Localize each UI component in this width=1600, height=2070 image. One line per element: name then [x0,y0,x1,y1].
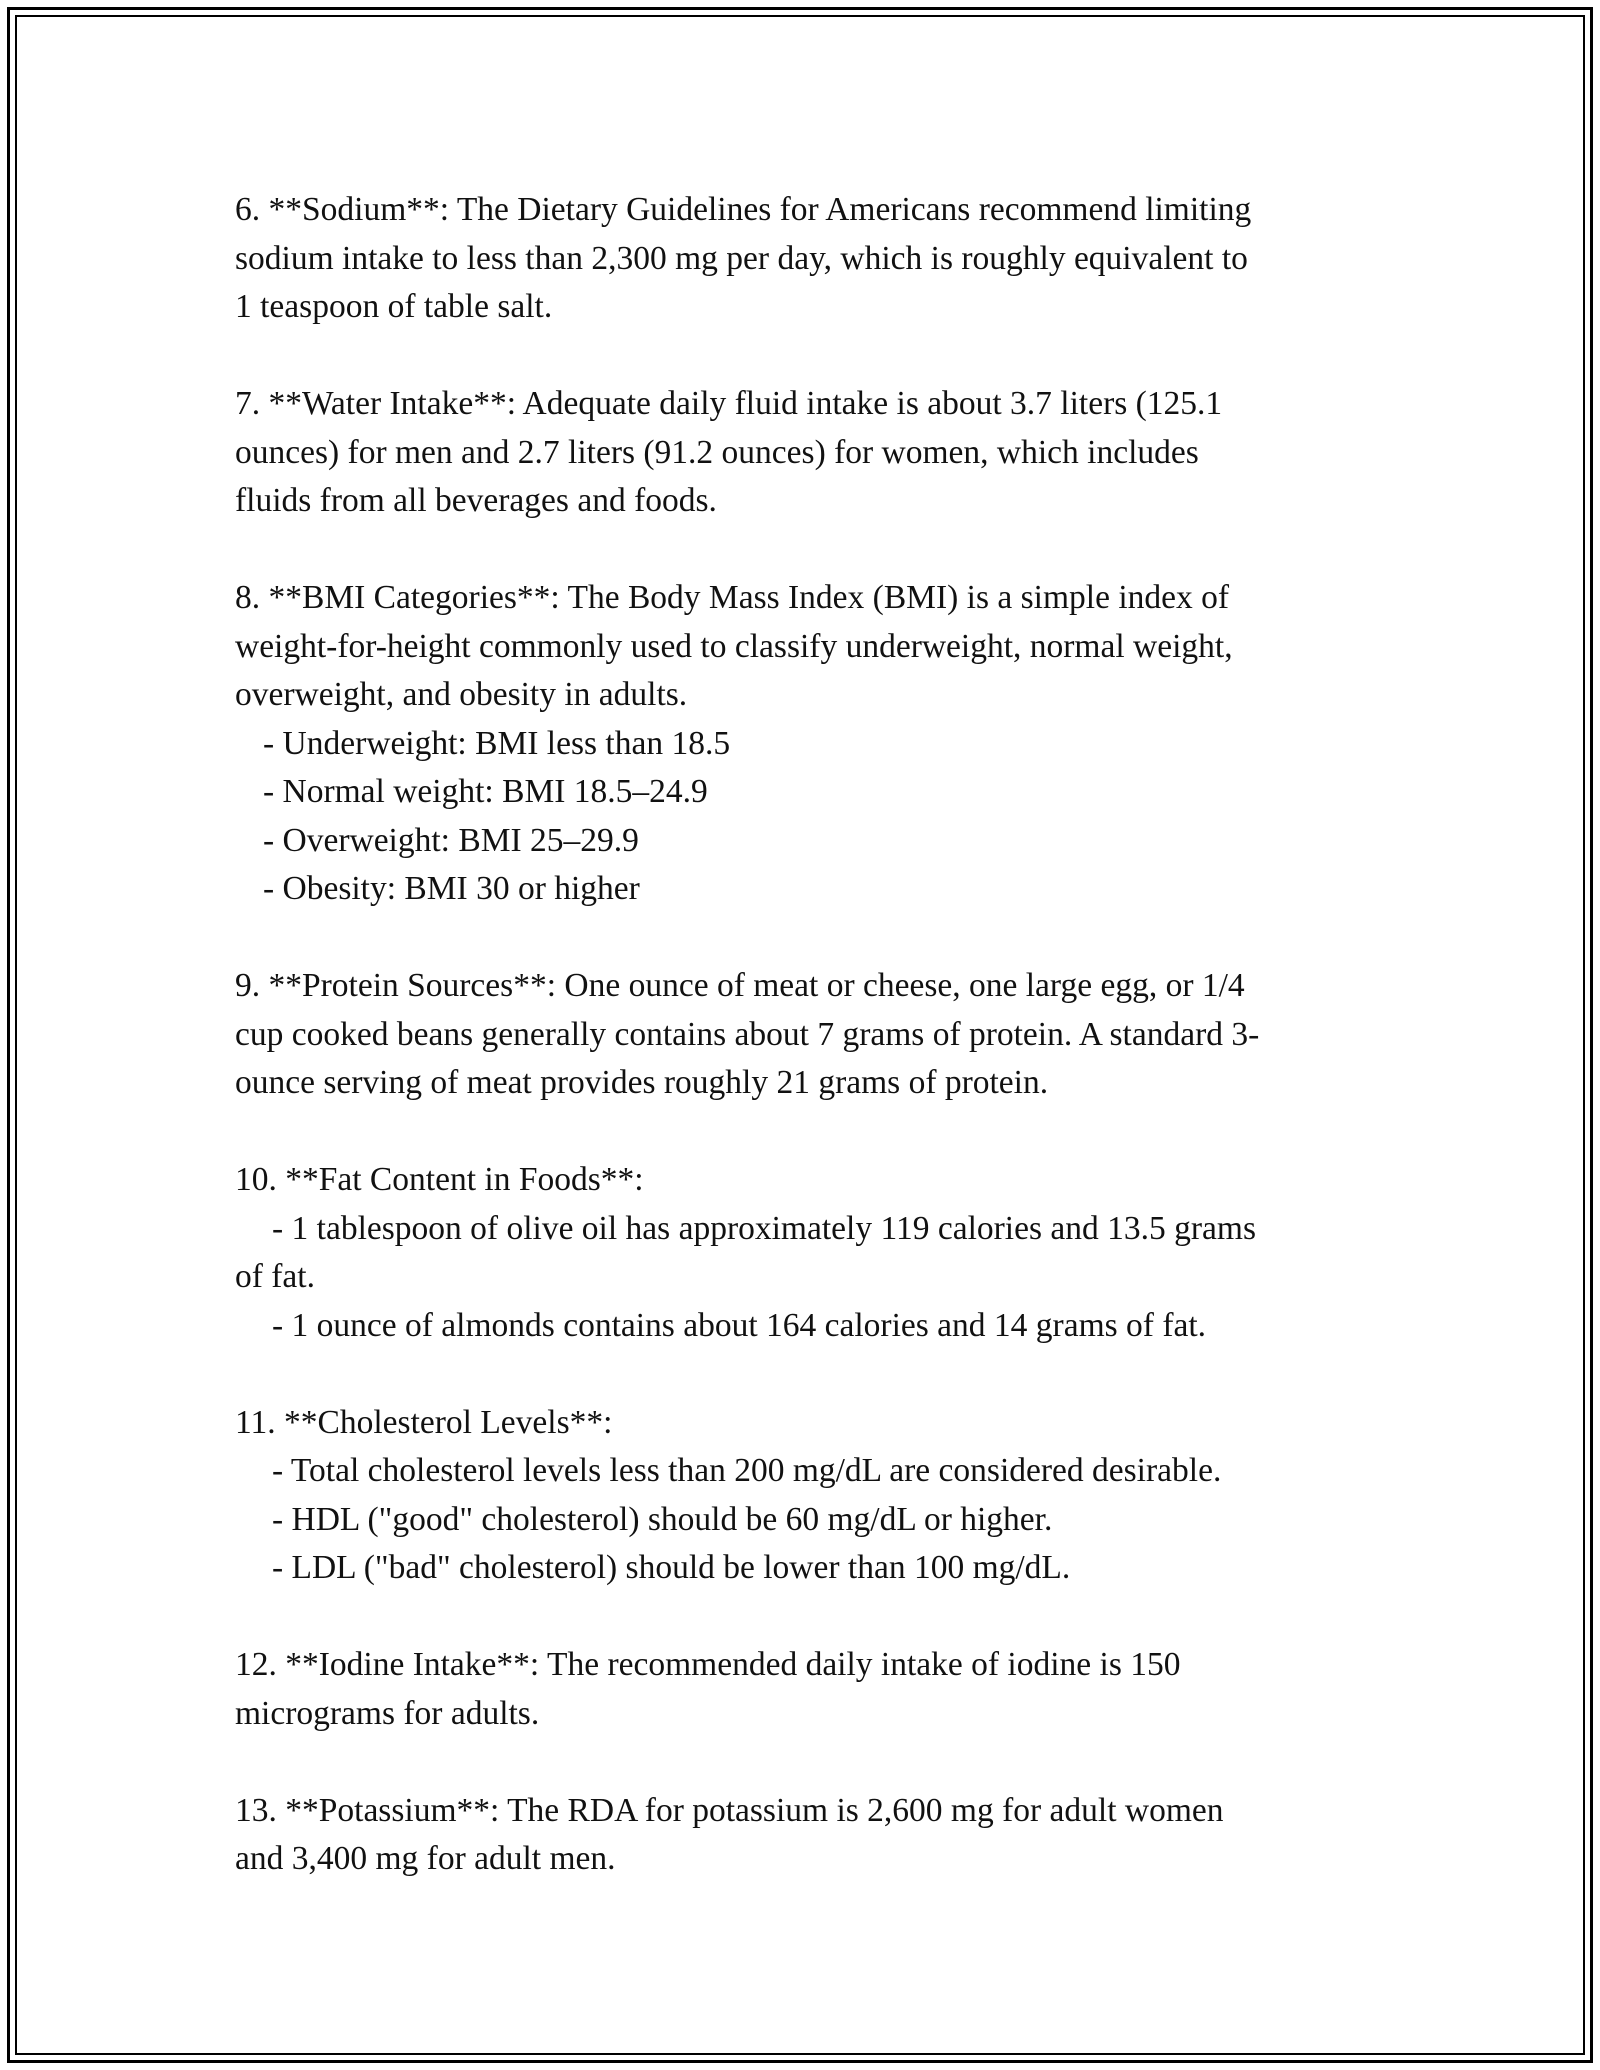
item-bmi-categories [235,574,1365,914]
item-line: overweight, and obesity in adults. [235,676,688,713]
sub-list-item: - HDL ("good" cholesterol) should be 60 mg/dL or higher. [272,1500,1053,1538]
item-line: ounces) for men and 2.7 liters (91.2 ounces) for women, which includes [235,433,1199,471]
sub-list-item: - Total cholesterol levels less than 200 mg/dL are considered desirable. [272,1452,1222,1489]
item-line: 12. **Iodine Intake**: The recommended daily intake of iodine is 150 [235,1646,1181,1683]
item-line: 13. **Potassium**: The RDA for potassium is 2,600 mg for adult women [235,1791,1224,1829]
item-line: sodium intake to less than 2,300 mg per day, which is roughly equivalent to [235,239,1248,277]
item-line: 6. **Sodium**: The Dietary Guidelines for Americans recommend limiting [235,191,1252,228]
item-fat-content [235,1156,1365,1350]
sub-list-item: - 1 ounce of almonds contains about 164 calories and 14 grams of fat. [272,1306,1207,1344]
item-protein-sources [235,962,1365,1108]
sub-list-item: - Overweight: BMI 25–29.9 [263,821,639,859]
item-line: micrograms for adults. [235,1694,540,1732]
item-cholesterol-levels [235,1399,1365,1593]
sub-list-item: - 1 tablespoon of olive oil has approximately 119 calories and 13.5 grams [272,1209,1256,1247]
sub-list-item: - Underweight: BMI less than 18.5 [263,724,731,762]
item-line: cup cooked beans generally contains about 7 grams of protein. A standard 3- [235,1015,1260,1053]
item-water-intake [235,380,1365,526]
item-line: 1 teaspoon of table salt. [235,288,553,325]
item-line: and 3,400 mg for adult men. [235,1840,616,1877]
item-line: weight-for-height commonly used to classify underweight, normal weight, [235,627,1233,665]
item-iodine-intake [235,1641,1365,1738]
item-potassium [235,1787,1365,1884]
item-line: 9. **Protein Sources**: One ounce of meat or cheese, one large egg, or 1/4 [235,967,1245,1004]
item-line: 8. **BMI Categories**: The Body Mass Index (BMI) is a simple index of [235,579,1230,616]
sub-list-item: - Normal weight: BMI 18.5–24.9 [263,773,708,810]
sub-list-item: - LDL ("bad" cholesterol) should be lower than 100 mg/dL. [272,1549,1071,1586]
item-line: ounce serving of meat provides roughly 21 grams of protein. [235,1064,1049,1101]
sub-list-item: - Obesity: BMI 30 or higher [263,870,640,907]
sub-list-item-continuation: of fat. [235,1258,315,1295]
item-heading: 11. **Cholesterol Levels**: [235,1403,613,1441]
item-sodium [235,186,1365,332]
item-heading: 10. **Fat Content in Foods**: [235,1161,644,1198]
item-line: 7. **Water Intake**: Adequate daily fluid intake is about 3.7 liters (125.1 [235,385,1223,422]
document-body [235,186,1365,1932]
item-line: fluids from all beverages and foods. [235,482,717,519]
